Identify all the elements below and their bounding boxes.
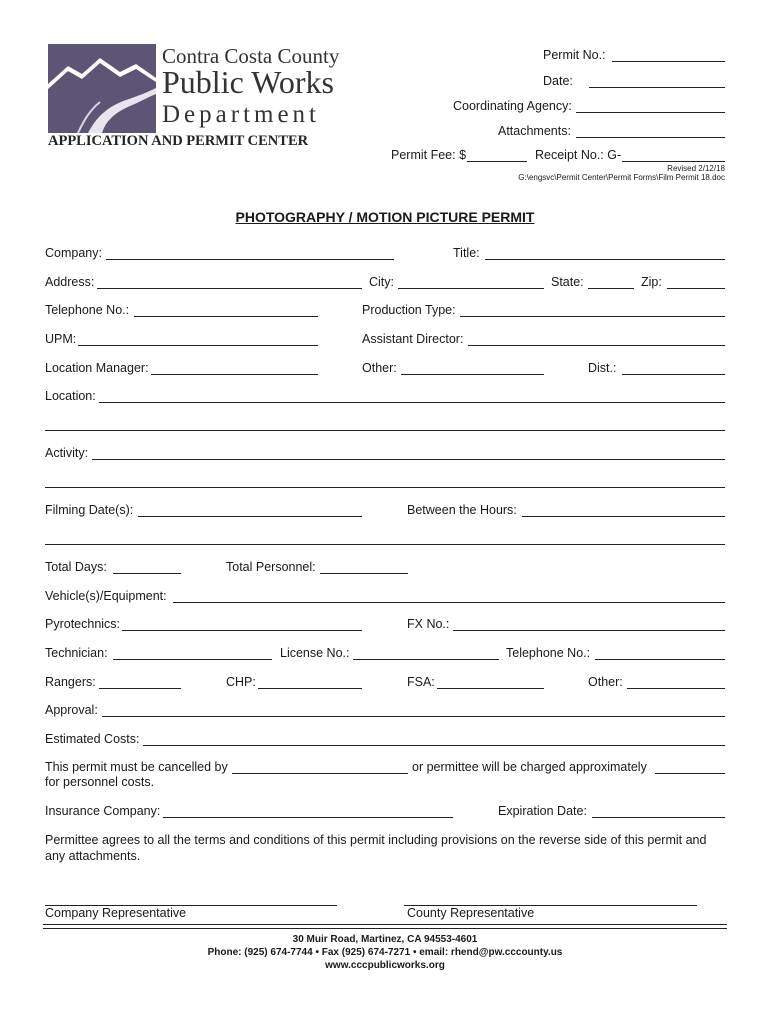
vehicles-field[interactable] [173, 602, 725, 603]
rangers-field[interactable] [99, 688, 181, 689]
upm-label: UPM: [45, 332, 77, 346]
footer-fax: Fax (925) 674-7271 [321, 947, 411, 958]
state-label: State: [551, 275, 584, 289]
coordinating-agency-field[interactable] [576, 112, 725, 113]
location-label: Location: [45, 389, 96, 403]
expiration-label: Expiration Date: [498, 804, 587, 818]
title-field[interactable] [485, 259, 725, 260]
vehicles-label: Vehicle(s)/Equipment: [45, 589, 167, 603]
filming-dates-label: Filming Date(s): [45, 503, 134, 517]
assistant-director-label: Assistant Director: [362, 332, 464, 346]
location-manager-label: Location Manager: [45, 361, 149, 375]
form-title: PHOTOGRAPHY / MOTION PICTURE PERMIT [235, 209, 535, 225]
chp-field[interactable] [258, 688, 362, 689]
file-path: G:\engsvc\Permit Center\Permit Forms\Film Permit 18.doc [518, 173, 725, 182]
cancel-amount-field[interactable] [655, 773, 725, 774]
between-hours-label: Between the Hours: [407, 503, 517, 517]
date-label: Date: [543, 74, 573, 88]
pyrotechnics-label: Pyrotechnics: [45, 617, 121, 631]
permit-no-label: Permit No.: [543, 48, 606, 62]
location-field[interactable] [99, 402, 725, 403]
filming-dates-field-line2[interactable] [45, 544, 725, 545]
fsa-field[interactable] [437, 688, 544, 689]
date-field[interactable] [589, 87, 725, 88]
revised-date: Revised 2/12/18 [667, 164, 725, 173]
between-hours-field[interactable] [522, 516, 725, 517]
company-label: Company: [45, 246, 102, 260]
fx-no-field[interactable] [453, 630, 725, 631]
title-label: Title: [453, 246, 480, 260]
other2-field[interactable] [627, 688, 725, 689]
zip-label: Zip: [641, 275, 662, 289]
attachments-field[interactable] [576, 137, 725, 138]
telephone-label: Telephone No.: [45, 303, 130, 317]
permit-fee-label: Permit Fee: $ [391, 148, 467, 162]
total-days-label: Total Days: [45, 560, 107, 574]
total-personnel-label: Total Personnel: [226, 560, 316, 574]
insurance-field[interactable] [163, 817, 453, 818]
company-field[interactable] [106, 259, 394, 260]
estimated-costs-label: Estimated Costs: [45, 732, 140, 746]
zip-field[interactable] [667, 288, 725, 289]
technician-field[interactable] [113, 659, 272, 660]
assistant-director-field[interactable] [468, 345, 725, 346]
rangers-label: Rangers: [45, 675, 96, 689]
other-label: Other: [362, 361, 397, 375]
telephone2-label: Telephone No.: [506, 646, 591, 660]
other-field[interactable] [401, 374, 544, 375]
org-name-department: Department [162, 101, 321, 128]
technician-label: Technician: [45, 646, 108, 660]
footer-email: email: rhend@pw.cccounty.us [419, 947, 563, 958]
fx-no-label: FX No.: [407, 617, 450, 631]
location-manager-field[interactable] [151, 374, 318, 375]
cancel-date-field[interactable] [232, 773, 408, 774]
footer-website[interactable]: www.cccpublicworks.org [325, 960, 445, 971]
production-type-field[interactable] [460, 316, 725, 317]
upm-field[interactable] [78, 345, 318, 346]
org-name-center: APPLICATION AND PERMIT CENTER [48, 133, 309, 149]
county-rep-label: County Representative [407, 906, 535, 920]
license-no-label: License No.: [280, 646, 350, 660]
total-days-field[interactable] [113, 573, 181, 574]
cancel-text-b: or permittee will be charged approximately [412, 760, 647, 774]
permit-no-field[interactable] [612, 61, 725, 62]
estimated-costs-field[interactable] [143, 745, 725, 746]
fsa-label: FSA: [407, 675, 435, 689]
coordinating-agency-label: Coordinating Agency: [453, 99, 572, 113]
address-label: Address: [45, 275, 95, 289]
attachments-label: Attachments: [498, 124, 571, 138]
company-rep-label: Company Representative [45, 906, 187, 920]
receipt-no-label: Receipt No.: G- [535, 148, 622, 162]
chp-label: CHP: [226, 675, 256, 689]
bullet-icon: • [315, 947, 319, 958]
location-field-line2[interactable] [45, 430, 725, 431]
department-logo [48, 44, 156, 133]
dist-field[interactable] [622, 374, 725, 375]
production-type-label: Production Type: [362, 303, 456, 317]
telephone-field[interactable] [134, 316, 318, 317]
total-personnel-field[interactable] [320, 573, 408, 574]
receipt-no-field[interactable] [622, 161, 725, 162]
insurance-label: Insurance Company: [45, 804, 161, 818]
pyrotechnics-field[interactable] [122, 630, 362, 631]
bullet-icon: • [412, 947, 417, 958]
footer-phone: Phone: (925) 674-7744 [207, 947, 313, 958]
mountain-road-icon [48, 44, 156, 133]
footer-address: 30 Muir Road, Martinez, CA 94553-4601 [292, 934, 478, 945]
agreement-text: Permittee agrees to all the terms and conditions of this permit including provisions on the reverse side of this permit and any attachments. [45, 833, 707, 863]
cancel-text-a: This permit must be cancelled by [45, 760, 228, 774]
city-label: City: [369, 275, 394, 289]
activity-field-line2[interactable] [45, 487, 725, 488]
footer-contact [0, 946, 770, 959]
footer-rule-top [43, 924, 727, 925]
footer-rule-bottom [43, 928, 727, 929]
activity-field[interactable] [92, 459, 725, 460]
org-name-works: Public Works [162, 64, 334, 100]
cancel-text-c: for personnel costs. [45, 775, 155, 789]
approval-label: Approval: [45, 703, 98, 717]
city-field[interactable] [398, 288, 544, 289]
org-name-county: Contra Costa County [162, 44, 340, 68]
activity-label: Activity: [45, 446, 89, 460]
address-field[interactable] [97, 288, 362, 289]
filming-dates-field[interactable] [138, 516, 362, 517]
other2-label: Other: [588, 675, 623, 689]
dist-label: Dist.: [588, 361, 617, 375]
approval-field[interactable] [102, 716, 725, 717]
state-field[interactable] [588, 288, 634, 289]
expiration-field[interactable] [592, 817, 725, 818]
telephone2-field[interactable] [595, 659, 725, 660]
permit-fee-field[interactable] [467, 161, 527, 162]
license-no-field[interactable] [353, 659, 499, 660]
